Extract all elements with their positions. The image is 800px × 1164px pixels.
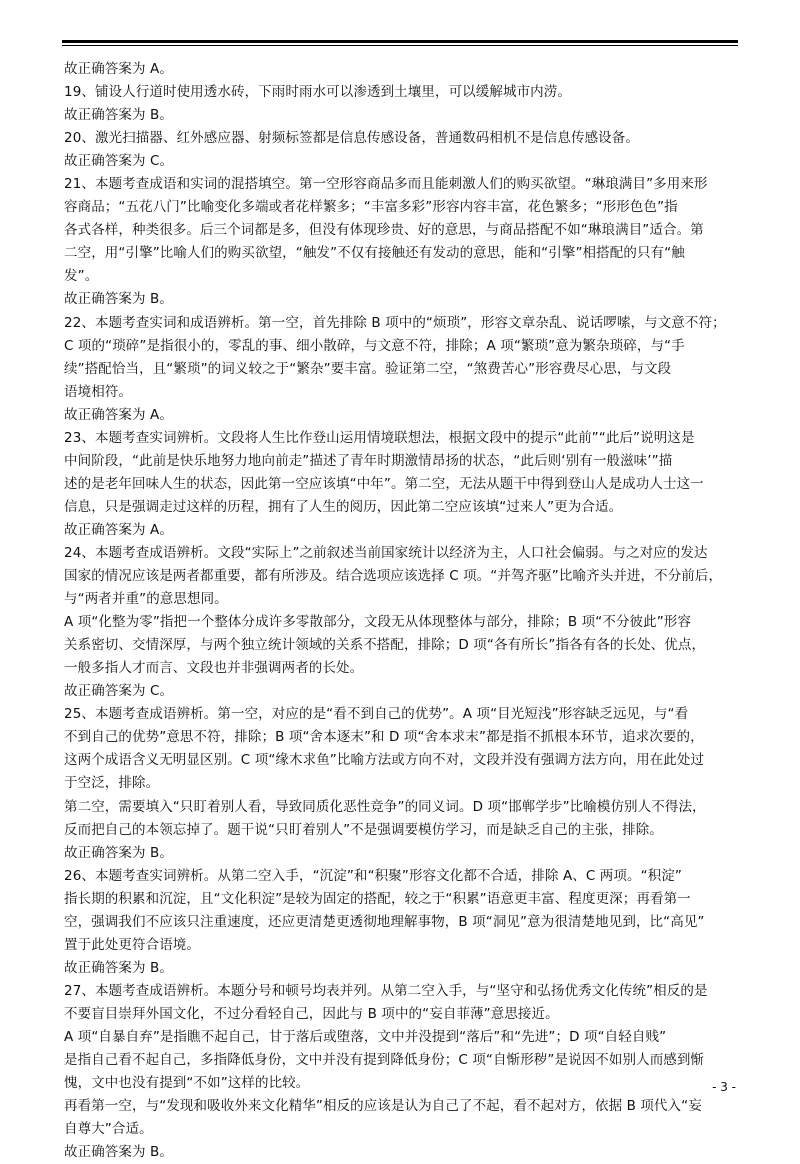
text-line: 故正确答案为 B。: [64, 844, 173, 861]
text-line: 这两个成语含义无明显区别。C 项“缘木求鱼”比喻方法或方向不对，文段并没有强调方法方向，用在此处过: [64, 752, 705, 769]
text-line: 26、本题考查实词辨析。从第二空入手，“沉淀”和“积聚”形容文化都不合适，排除 A、C 两项。“积淀”: [64, 867, 682, 884]
document-body: [64, 58, 738, 1164]
text-line: 21、本题考查成语和实词的混搭填空。第一空形容商品多而且能刺激人们的购买欲望。“琳琅满目”多用来形: [64, 176, 708, 193]
text-line: 述的是老年回味人生的状态，因此第一空应该填“中年”。第二空，无法从题干中得到登山人是成功人士这一: [64, 475, 704, 492]
text-line: 中间阶段，“此前是快乐地努力地向前走”描述了青年时期激情昂扬的状态，“此后则‘别有一般滋味’”描: [64, 452, 673, 469]
text-line: 一般多指人才而言、文段也并非强调两者的长处。: [64, 660, 364, 677]
text-line: 故正确答案为 C。: [64, 683, 174, 700]
text-line: 25、本题考查成语辨析。第一空，对应的是“看不到自己的优势”。A 项“目光短浅”形容缺乏远见，与“看: [64, 706, 689, 723]
text-line: 容商品；“五花八门”比喻变化多端或者花样繁多；“丰富多彩”形容内容丰富，花色繁多；“形形色色”指: [64, 199, 678, 216]
text-line: 置于此处更符合语境。: [64, 936, 200, 953]
text-line: 22、本题考查实词和成语辨析。第一空，首先排除 B 项中的“烦琐”，形容文章杂乱、说话啰嗦，与文意不符；: [64, 314, 726, 331]
text-line: 续”搭配恰当，且“繁琐”的词义较之于“繁杂”要丰富。验证第二空，“煞费苦心”形容费尽心思，与文段: [64, 360, 672, 377]
text-line: 23、本题考查实词辨析。文段将人生比作登山运用情境联想法，根据文段中的提示“此前”“此后”说明这是: [64, 429, 695, 446]
text-line: 自尊大”合适。: [64, 1121, 153, 1138]
text-line: 指长期的积累和沉淀，且“文化积淀”是较为固定的搭配，较之于“积累”语意更丰富、程度更深；再看第一: [64, 890, 691, 907]
text-line: 语境相符。: [64, 383, 132, 400]
text-line: 19、铺设人行道时使用透水砖，下雨时雨水可以渗透到土壤里，可以缓解城市内涝。: [64, 84, 571, 101]
text-line: 27、本题考查成语辨析。本题分号和顿号均表并列。从第二空入手，与“坚守和弘扬优秀文化传统”相反的是: [64, 982, 708, 999]
text-line: 各式各样，种类很多。后三个词都是多，但没有体现珍贵、好的意思，与商品搭配不如“琳琅满目”适合。第: [64, 222, 704, 239]
text-line: 不要盲目崇拜外国文化，不过分看轻自己，因此与 B 项中的“妄自菲薄”意思接近。: [64, 1005, 559, 1022]
text-line: 发”。: [64, 268, 99, 285]
text-line: 故正确答案为 A。: [64, 521, 173, 538]
text-line: C 项的“琐碎”是指很小的，零乱的事、细小散碎，与文意不符，排除；A 项“繁琐”意为繁杂琐碎，与“手: [64, 337, 685, 354]
text-line: 二空，用“引擎”比喻人们的购买欲望，“触发”不仅有接触还有发动的意思，能和“引擎”相搭配的只有“触: [64, 245, 685, 262]
text-line: 故正确答案为 C。: [64, 153, 174, 170]
text-line: 故正确答案为 A。: [64, 61, 173, 77]
text-line: 信息，只是强调走过这样的历程，拥有了人生的阅历，因此第二空应该填“过来人”更为合适。: [64, 498, 623, 515]
text-line: 故正确答案为 B。: [64, 959, 173, 976]
page-number: - 3 -: [712, 1080, 736, 1094]
text-line: 反而把自己的本领忘掉了。题干说“只盯着别人”不是强调要模仿学习，而是缺乏自己的主张，排除。: [64, 821, 663, 838]
text-line: 于空泛，排除。: [64, 775, 160, 792]
text-line: 故正确答案为 B。: [64, 1144, 173, 1161]
text-line: 故正确答案为 B。: [64, 107, 173, 124]
text-line: A 项“化整为零”指把一个整体分成许多零散部分，文段无从体现整体与部分，排除；B 项“不分彼此”形容: [64, 614, 692, 631]
text-line: 是指自己看不起自己，多指降低身份，文中并没有提到降低身份；C 项“自惭形秽”是说因不如别人而感到惭: [64, 1052, 705, 1069]
text-line: 空，强调我们不应该只注重速度，还应更清楚更透彻地理解事物，B 项“洞见”意为很清楚地见到，比“高见”: [64, 913, 705, 930]
text-line: A 项“自暴自弃”是指瞧不起自己，甘于落后或堕落，文中并没提到“落后”和“先进”；D 项“自轻自贱”: [64, 1028, 667, 1045]
text-line: 再看第一空，与“发现和吸收外来文化精华”相反的应该是认为自己了不起，看不起对方，依据 B 项代入“妄: [64, 1098, 702, 1115]
text-line: 故正确答案为 A。: [64, 406, 173, 423]
text-line: 愧，文中也没有提到“不如”这样的比较。: [64, 1075, 310, 1092]
text-line: 20、激光扫描器、红外感应器、射频标签都是信息传感设备，普通数码相机不是信息传感设备。: [64, 130, 639, 147]
header-rule-thick: [62, 40, 738, 43]
text-line: 国家的情况应该是两者都重要，都有所涉及。结合选项应该选择 C 项。“并驾齐驱”比喻齐头并进，不分前后，: [64, 568, 723, 585]
text-line: 故正确答案为 B。: [64, 291, 173, 308]
text-line: 与“两者并重”的意思想同。: [64, 591, 228, 608]
text-line: 不到自己的优势”意思不符，排除；B 项“舍本逐末”和 D 项“舍本求末”都是指不抓根本环节，追求次要的，: [64, 729, 704, 746]
header-rule-thin: [62, 45, 738, 46]
text-line: 24、本题考查成语辨析。文段“实际上”之前叙述当前国家统计以经济为主，人口社会偏弱。与之对应的发达: [64, 544, 708, 561]
text-line: 关系密切、交情深厚，与两个独立统计领域的关系不搭配，排除；D 项“各有所长”指各有各的长处、优点，: [64, 637, 706, 654]
text-line: 第二空，需要填入“只盯着别人看，导致同质化恶性竞争”的同义词。D 项“邯郸学步”比喻模仿别人不得法，: [64, 798, 706, 815]
